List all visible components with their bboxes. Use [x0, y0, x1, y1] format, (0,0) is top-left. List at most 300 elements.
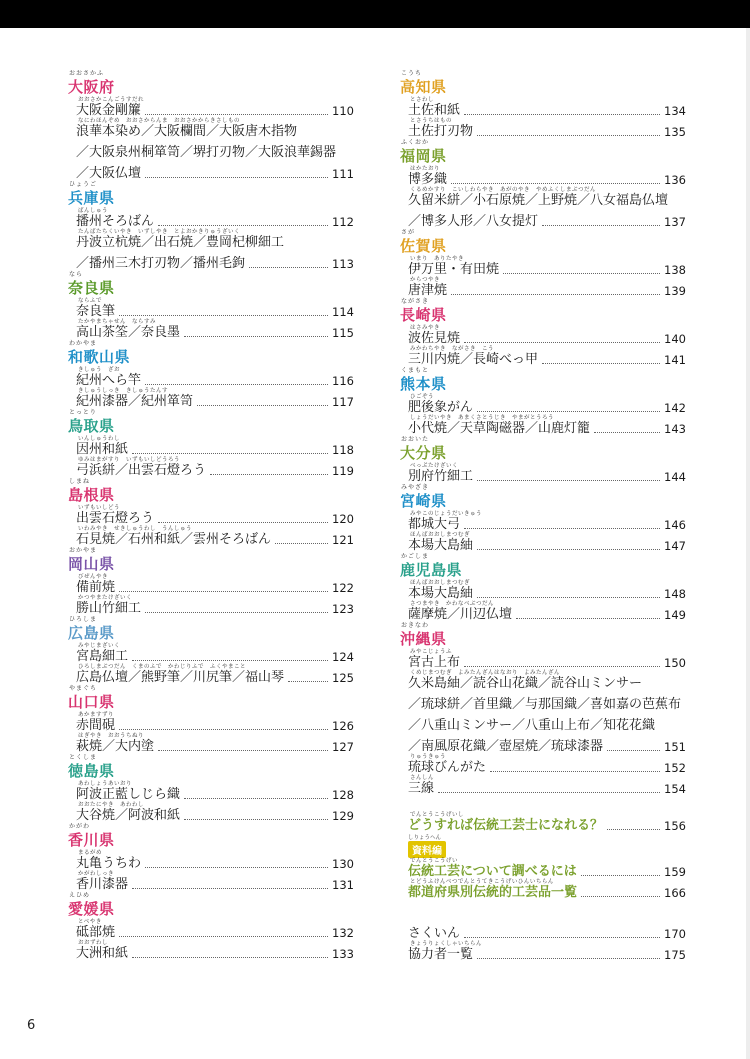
leader-dots	[451, 294, 660, 295]
furigana: いずもいしどう	[78, 505, 121, 511]
toc-entry[interactable]	[68, 733, 354, 754]
toc-entry-title: 砥部焼	[76, 925, 116, 940]
section-heading-ruby: こうち	[401, 70, 423, 77]
toc-entry[interactable]	[68, 505, 354, 526]
toc-entry-lines	[68, 526, 354, 547]
toc-line	[68, 850, 354, 871]
toc-entry-title: ／大阪仏壇	[76, 166, 142, 181]
toc-entry-title: ／大阪泉州桐箪笥／堺打刃物／大阪浪華錫器	[76, 145, 337, 160]
page-ref: 124	[332, 650, 354, 664]
section-heading-text: 岡山県	[68, 555, 115, 573]
furigana: とさうちはもの	[410, 118, 453, 124]
toc-entry-title: 勝山竹細工	[76, 601, 142, 616]
toc-entry[interactable]	[400, 97, 686, 118]
toc-entry-title: ／南風原花織／壺屋焼／琉球漆器	[408, 739, 604, 754]
page-ref: 127	[332, 740, 354, 754]
toc-left-column	[68, 70, 354, 961]
section-heading	[68, 478, 354, 503]
toc-entry[interactable]	[68, 208, 354, 229]
toc-entry-lines	[68, 319, 354, 340]
page-ref: 128	[332, 788, 354, 802]
toc-entry-lines	[400, 580, 686, 601]
toc-entry-lines	[68, 871, 354, 892]
furigana: いまり ありたやき	[410, 256, 465, 262]
toc-entry[interactable]	[68, 457, 354, 478]
toc-entry[interactable]	[68, 97, 354, 118]
page-ref: 114	[332, 305, 354, 319]
toc-line	[400, 118, 686, 139]
toc-entry[interactable]	[400, 532, 686, 553]
toc-entry[interactable]	[400, 511, 686, 532]
section-heading	[68, 616, 354, 641]
page-ref: 133	[332, 947, 354, 961]
furigana: おおたにやき あわわし	[78, 802, 145, 808]
section-heading-text: 山口県	[68, 693, 115, 711]
section-heading	[400, 622, 686, 647]
leader-dots	[516, 618, 660, 619]
furigana: たんばたちくいやき いずしやき とよおかきりゅうざいく	[78, 229, 241, 235]
toc-line	[68, 595, 354, 616]
spacer	[400, 796, 686, 812]
toc-entry[interactable]	[400, 754, 686, 775]
leader-dots	[477, 549, 660, 550]
toc-entry-lines	[68, 367, 354, 388]
toc-entry-lines	[68, 919, 354, 940]
page-ref: 136	[664, 173, 686, 187]
toc-entry[interactable]	[68, 802, 354, 823]
page-ref: 119	[332, 464, 354, 478]
page-ref: 125	[332, 671, 354, 685]
toc-entry-title: 高山茶筌／奈良墨	[76, 325, 181, 340]
section-heading	[400, 139, 686, 164]
toc-line	[68, 388, 354, 409]
toc-entry-lines	[400, 415, 686, 436]
toc-line	[400, 256, 686, 277]
leader-dots	[438, 792, 660, 793]
toc-entry[interactable]	[68, 595, 354, 616]
toc-entry-title: 広島仏壇／熊野筆／川尻筆／福山琴	[76, 670, 285, 685]
toc-line	[68, 367, 354, 388]
toc-entry-title: 萩焼／大内塗	[76, 739, 155, 754]
toc-entry-lines	[400, 346, 686, 367]
page-ref: 115	[332, 326, 354, 340]
toc-entry-lines	[68, 802, 354, 823]
page-ref: 140	[664, 332, 686, 346]
toc-entry[interactable]	[68, 781, 354, 802]
leader-dots	[158, 522, 328, 523]
leader-dots	[158, 750, 328, 751]
leader-dots	[607, 829, 660, 830]
furigana: きしゅう ざお	[78, 367, 121, 373]
leader-dots	[477, 958, 660, 959]
section-heading-text: 佐賀県	[400, 237, 447, 255]
toc-entry-title: 紀州へら竿	[76, 373, 142, 388]
furigana: とべやき	[78, 919, 102, 925]
section-heading-text: 大阪府	[68, 78, 115, 96]
section-heading-ruby: おきなわ	[401, 622, 430, 629]
section-heading-ruby: かごしま	[401, 553, 430, 560]
contributors-entry[interactable]	[400, 941, 686, 962]
toc-entry[interactable]	[400, 775, 686, 796]
toc-entry[interactable]	[68, 229, 354, 271]
leader-dots	[477, 135, 660, 136]
section-heading-ruby: とっとり	[69, 409, 97, 416]
section-heading	[68, 892, 354, 917]
furigana: いんしゅうわし	[78, 436, 121, 442]
page-ref: 141	[664, 353, 686, 367]
toc-line	[400, 511, 686, 532]
section-heading	[68, 70, 354, 95]
toc-entry[interactable]	[68, 850, 354, 871]
section-heading	[400, 229, 686, 254]
toc-entry-title: 博多織	[408, 172, 448, 187]
toc-entry[interactable]	[68, 871, 354, 892]
toc-line	[68, 229, 354, 250]
toc-entry-title: 奈良筆	[76, 304, 116, 319]
toc-entry-lines	[400, 463, 686, 484]
toc-line	[68, 250, 354, 271]
toc-line	[400, 712, 686, 733]
toc-entry-title: 備前焼	[76, 580, 116, 595]
toc-entry[interactable]	[400, 118, 686, 139]
furigana: きしゅうしっき きしゅうたんす	[78, 388, 169, 394]
index-entry[interactable]	[400, 920, 686, 941]
toc-line	[400, 187, 686, 208]
leader-dots	[158, 225, 328, 226]
toc-entry[interactable]	[68, 118, 354, 181]
toc-entry-lines	[400, 118, 686, 139]
toc-entry[interactable]	[400, 325, 686, 346]
section-heading-ruby: かがわ	[69, 823, 91, 830]
toc-entry-title: 宮古上布	[408, 655, 461, 670]
toc-entry[interactable]	[400, 415, 686, 436]
toc-entry-title: 薩摩焼／川辺仏壇	[408, 607, 513, 622]
leader-dots	[145, 177, 328, 178]
toc-line	[400, 670, 686, 691]
toc-entry-title: 赤間硯	[76, 718, 116, 733]
toc-line	[400, 346, 686, 367]
toc-entry-title: ／八重山ミンサー／八重山上布／知花花織	[408, 718, 656, 733]
toc-entry-lines	[400, 601, 686, 622]
toc-entry-lines	[68, 208, 354, 229]
section-heading	[68, 181, 354, 206]
toc-entry-lines	[68, 643, 354, 664]
toc-line	[68, 871, 354, 892]
furigana: くるめかすり こいしわらやき あがのやき やめふくしまぶつだん	[410, 187, 597, 193]
toc-line	[68, 643, 354, 664]
furigana: ひろしまぶつだん くまのふで かわじりふで ふくやまこと	[78, 664, 247, 670]
certify-entry-title: どうすれば伝統工芸士になれる？	[408, 818, 604, 833]
leader-dots	[210, 474, 328, 475]
page-ref: 129	[332, 809, 354, 823]
toc-entry[interactable]	[400, 256, 686, 277]
toc-line	[68, 664, 354, 685]
furigana: きょうりょくしゃいちらん	[410, 941, 483, 947]
toc-entry-title: 大阪金剛簾	[76, 103, 142, 118]
section-heading	[68, 340, 354, 365]
toc-entry-lines	[68, 229, 354, 271]
section-heading-text: 沖縄県	[400, 630, 447, 648]
toc-entry-title: 都城大弓	[408, 517, 461, 532]
page-ref: 151	[664, 740, 686, 754]
toc-entry[interactable]	[400, 394, 686, 415]
toc-entry-title: 久米島紬／読谷山花織／読谷山ミンサー	[408, 676, 643, 691]
toc-entry-title: 久留米絣／小石原焼／上野焼／八女福島仏壇	[408, 193, 669, 208]
toc-line	[400, 97, 686, 118]
leader-dots	[490, 771, 660, 772]
toc-line	[400, 463, 686, 484]
toc-entry-title: 波佐見焼	[408, 331, 461, 346]
furigana: でんとうこうげいし	[410, 812, 465, 818]
toc-entry-lines	[400, 256, 686, 277]
leader-dots	[119, 315, 328, 316]
furigana: ひごぞう	[410, 394, 435, 400]
section-heading	[400, 367, 686, 392]
toc-entry[interactable]	[68, 664, 354, 685]
prefecture-list-entry[interactable]	[400, 879, 686, 900]
furigana: とどうふけんべつでんとうてきこうげいひんいちらん	[410, 879, 554, 885]
toc-entry[interactable]	[68, 643, 354, 664]
leader-dots	[275, 543, 328, 544]
section-heading-text: 宮崎県	[400, 492, 447, 510]
section-heading	[68, 271, 354, 296]
toc-entry[interactable]	[400, 601, 686, 622]
furigana: ならふで	[78, 298, 103, 304]
toc-line	[68, 733, 354, 754]
toc-entry-title: 丸亀うちわ	[76, 856, 142, 871]
section-heading	[68, 754, 354, 779]
section-heading-text: 香川県	[68, 831, 115, 849]
section-heading	[400, 70, 686, 95]
toc-line	[400, 166, 686, 187]
page-ref: 139	[664, 284, 686, 298]
toc-entry-title: 阿波正藍しじら織	[76, 787, 181, 802]
toc-entry[interactable]	[68, 436, 354, 457]
toc-line	[68, 712, 354, 733]
section-heading	[400, 553, 686, 578]
toc-entry-lines	[400, 670, 686, 754]
page-ref: 110	[332, 104, 354, 118]
page-ref: 156	[664, 819, 686, 833]
furigana: しょうだいやき あまくさとうじき やまがとうろう	[410, 415, 555, 421]
page-ref: 134	[664, 104, 686, 118]
section-heading	[68, 409, 354, 434]
furigana: ほんばおおしまつむぎ	[410, 580, 471, 586]
furigana: かつやまたけざいく	[78, 595, 133, 601]
toc-entry-title: 琉球びんがた	[408, 760, 487, 775]
toc-entry[interactable]	[400, 649, 686, 670]
toc-line	[68, 298, 354, 319]
toc-line	[68, 436, 354, 457]
section-heading	[68, 685, 354, 710]
leader-dots	[581, 875, 660, 876]
furigana: ばんしゅう	[78, 208, 109, 214]
section-heading-text: 和歌山県	[68, 348, 131, 366]
section-heading	[400, 298, 686, 323]
section-heading-ruby: みやざき	[401, 484, 430, 491]
section-heading-text: 福岡県	[400, 147, 447, 165]
toc-entry-lines	[68, 298, 354, 319]
toc-entry[interactable]	[68, 319, 354, 340]
toc-entry[interactable]	[400, 670, 686, 754]
toc-entry[interactable]	[400, 346, 686, 367]
toc-entry[interactable]	[68, 367, 354, 388]
toc-line	[400, 208, 686, 229]
furigana: しりょうへん	[408, 835, 442, 841]
toc-entry-title: 伊万里・有田焼	[408, 262, 500, 277]
furigana: はさみやき	[410, 325, 441, 331]
leader-dots	[542, 363, 660, 364]
toc-entry[interactable]	[68, 574, 354, 595]
furigana: くめじまつむぎ よみたんざんはなおり よみたんざん	[410, 670, 561, 676]
section-heading-ruby: おおいた	[401, 436, 430, 443]
furigana: ほんばおおしまつむぎ	[410, 532, 471, 538]
section-heading	[400, 484, 686, 509]
leader-dots	[132, 453, 328, 454]
toc-entry[interactable]	[68, 526, 354, 547]
section-heading	[68, 547, 354, 572]
page-ref: 170	[664, 927, 686, 941]
section-heading-ruby: なら	[69, 271, 84, 278]
toc-entry-title: 紀州漆器／紀州箪笥	[76, 394, 194, 409]
toc-entry-lines	[400, 754, 686, 775]
section-heading-text: 熊本県	[400, 375, 447, 393]
toc-line	[68, 139, 354, 160]
section-heading-text: 広島県	[68, 624, 115, 642]
toc-entry-lines	[400, 187, 686, 229]
toc-entry-lines	[68, 505, 354, 526]
toc-right-column	[400, 70, 686, 962]
section-heading-text: 島根県	[68, 486, 115, 504]
furigana: たかやまちゃせん ならすみ	[78, 319, 157, 325]
toc-line	[68, 97, 354, 118]
toc-entry-title: 小代焼／天草陶磁器／山鹿灯籠	[408, 421, 591, 436]
toc-entry-lines	[68, 781, 354, 802]
page-ref: 166	[664, 886, 686, 900]
page-ref: 154	[664, 782, 686, 796]
toc-entry[interactable]	[68, 388, 354, 409]
page-ref: 131	[332, 878, 354, 892]
section-heading-ruby: ひょうご	[69, 181, 98, 188]
toc-entry-lines	[400, 325, 686, 346]
page-ref: 146	[664, 518, 686, 532]
section-heading-ruby: ひろしま	[69, 616, 98, 623]
section-heading-text: 愛媛県	[68, 900, 115, 918]
leader-dots	[119, 729, 328, 730]
page-ref: 116	[332, 374, 354, 388]
toc-line	[68, 457, 354, 478]
toc-line	[400, 691, 686, 712]
toc-line	[400, 325, 686, 346]
toc-line	[68, 919, 354, 940]
leader-dots	[119, 591, 328, 592]
toc-line	[400, 532, 686, 553]
toc-line	[400, 601, 686, 622]
toc-entry-title: 三線	[408, 781, 435, 796]
section-heading-ruby: ながさき	[401, 298, 430, 305]
leader-dots	[145, 384, 328, 385]
toc-entry[interactable]	[400, 166, 686, 187]
section-heading-text: 高知県	[400, 78, 447, 96]
toc-entry-lines	[68, 664, 354, 685]
leader-dots	[594, 432, 660, 433]
toc-entry-lines	[68, 457, 354, 478]
section-heading-text: 徳島県	[68, 762, 115, 780]
toc-entry-title: 出雲石燈ろう	[76, 511, 155, 526]
page-ref: 149	[664, 608, 686, 622]
toc-entry[interactable]	[68, 712, 354, 733]
leader-dots	[184, 819, 328, 820]
toc-line	[68, 574, 354, 595]
toc-line	[400, 775, 686, 796]
toc-line	[68, 118, 354, 139]
toc-entry-title: 三川内焼／長崎べっ甲	[408, 352, 539, 367]
leader-dots	[477, 597, 660, 598]
badge-row	[400, 833, 686, 858]
toc-entry[interactable]	[400, 187, 686, 229]
section-heading	[400, 436, 686, 461]
leader-dots	[451, 183, 660, 184]
toc-entry-lines	[68, 118, 354, 181]
toc-entry[interactable]	[68, 919, 354, 940]
prefecture-list-entry-title: 都道府県別伝統的工芸品一覧	[408, 885, 578, 900]
toc-entry[interactable]	[400, 463, 686, 484]
section-heading-text: 鹿児島県	[400, 561, 463, 579]
leader-dots	[184, 798, 328, 799]
toc-entry-title: 本場大島紬	[408, 538, 474, 553]
section-heading-text: 大分県	[400, 444, 447, 462]
toc-entry-title: 石見焼／石州和紙／雲州そろばん	[76, 532, 272, 547]
toc-line	[68, 802, 354, 823]
toc-entry-title: 土佐打刃物	[408, 124, 474, 139]
toc-entry-title: ／琉球絣／首里織／与那国織／喜如嘉の芭蕉布	[408, 697, 682, 712]
leader-dots	[464, 528, 660, 529]
page-ref: 111	[332, 167, 354, 181]
research-entry-title: 伝統工芸について調べるには	[408, 864, 577, 879]
section-heading-ruby: おかやま	[69, 547, 98, 554]
toc-entry-lines	[400, 394, 686, 415]
toc-line	[68, 526, 354, 547]
furigana: みやじまざいく	[78, 643, 121, 649]
section-heading-ruby: やまぐち	[69, 685, 98, 692]
furigana: みやこのじょうだいきゅう	[410, 511, 483, 517]
furigana: いわみやき せきしゅうわし うんしゅう	[78, 526, 193, 532]
furigana: さつまやき かわなべぶつだん	[410, 601, 495, 607]
toc-entry-lines	[400, 97, 686, 118]
toc-line	[400, 394, 686, 415]
leader-dots	[119, 936, 328, 937]
toc-entry[interactable]	[68, 298, 354, 319]
section-heading-ruby: ふくおか	[401, 139, 430, 146]
section-heading-ruby: とくしま	[69, 754, 98, 761]
toc-line	[68, 940, 354, 961]
furigana: からつやき	[410, 277, 440, 283]
page-ref: 142	[664, 401, 686, 415]
toc-entry[interactable]	[68, 940, 354, 961]
research-entry[interactable]	[400, 858, 686, 879]
toc-entry[interactable]	[400, 277, 686, 298]
toc-entry-lines	[68, 97, 354, 118]
furigana: はぎやき おおうちぬり	[78, 733, 145, 739]
toc-entry-title: ／博多人形／八女提灯	[408, 214, 539, 229]
furigana: あかますずり	[78, 712, 115, 718]
toc-entry[interactable]	[400, 580, 686, 601]
toc-entry-title: 本場大島紬	[408, 586, 474, 601]
page-ref: 137	[664, 215, 686, 229]
furigana: べっぷたけざいく	[410, 463, 459, 469]
leader-dots	[503, 273, 660, 274]
certify-entry[interactable]	[400, 812, 686, 833]
